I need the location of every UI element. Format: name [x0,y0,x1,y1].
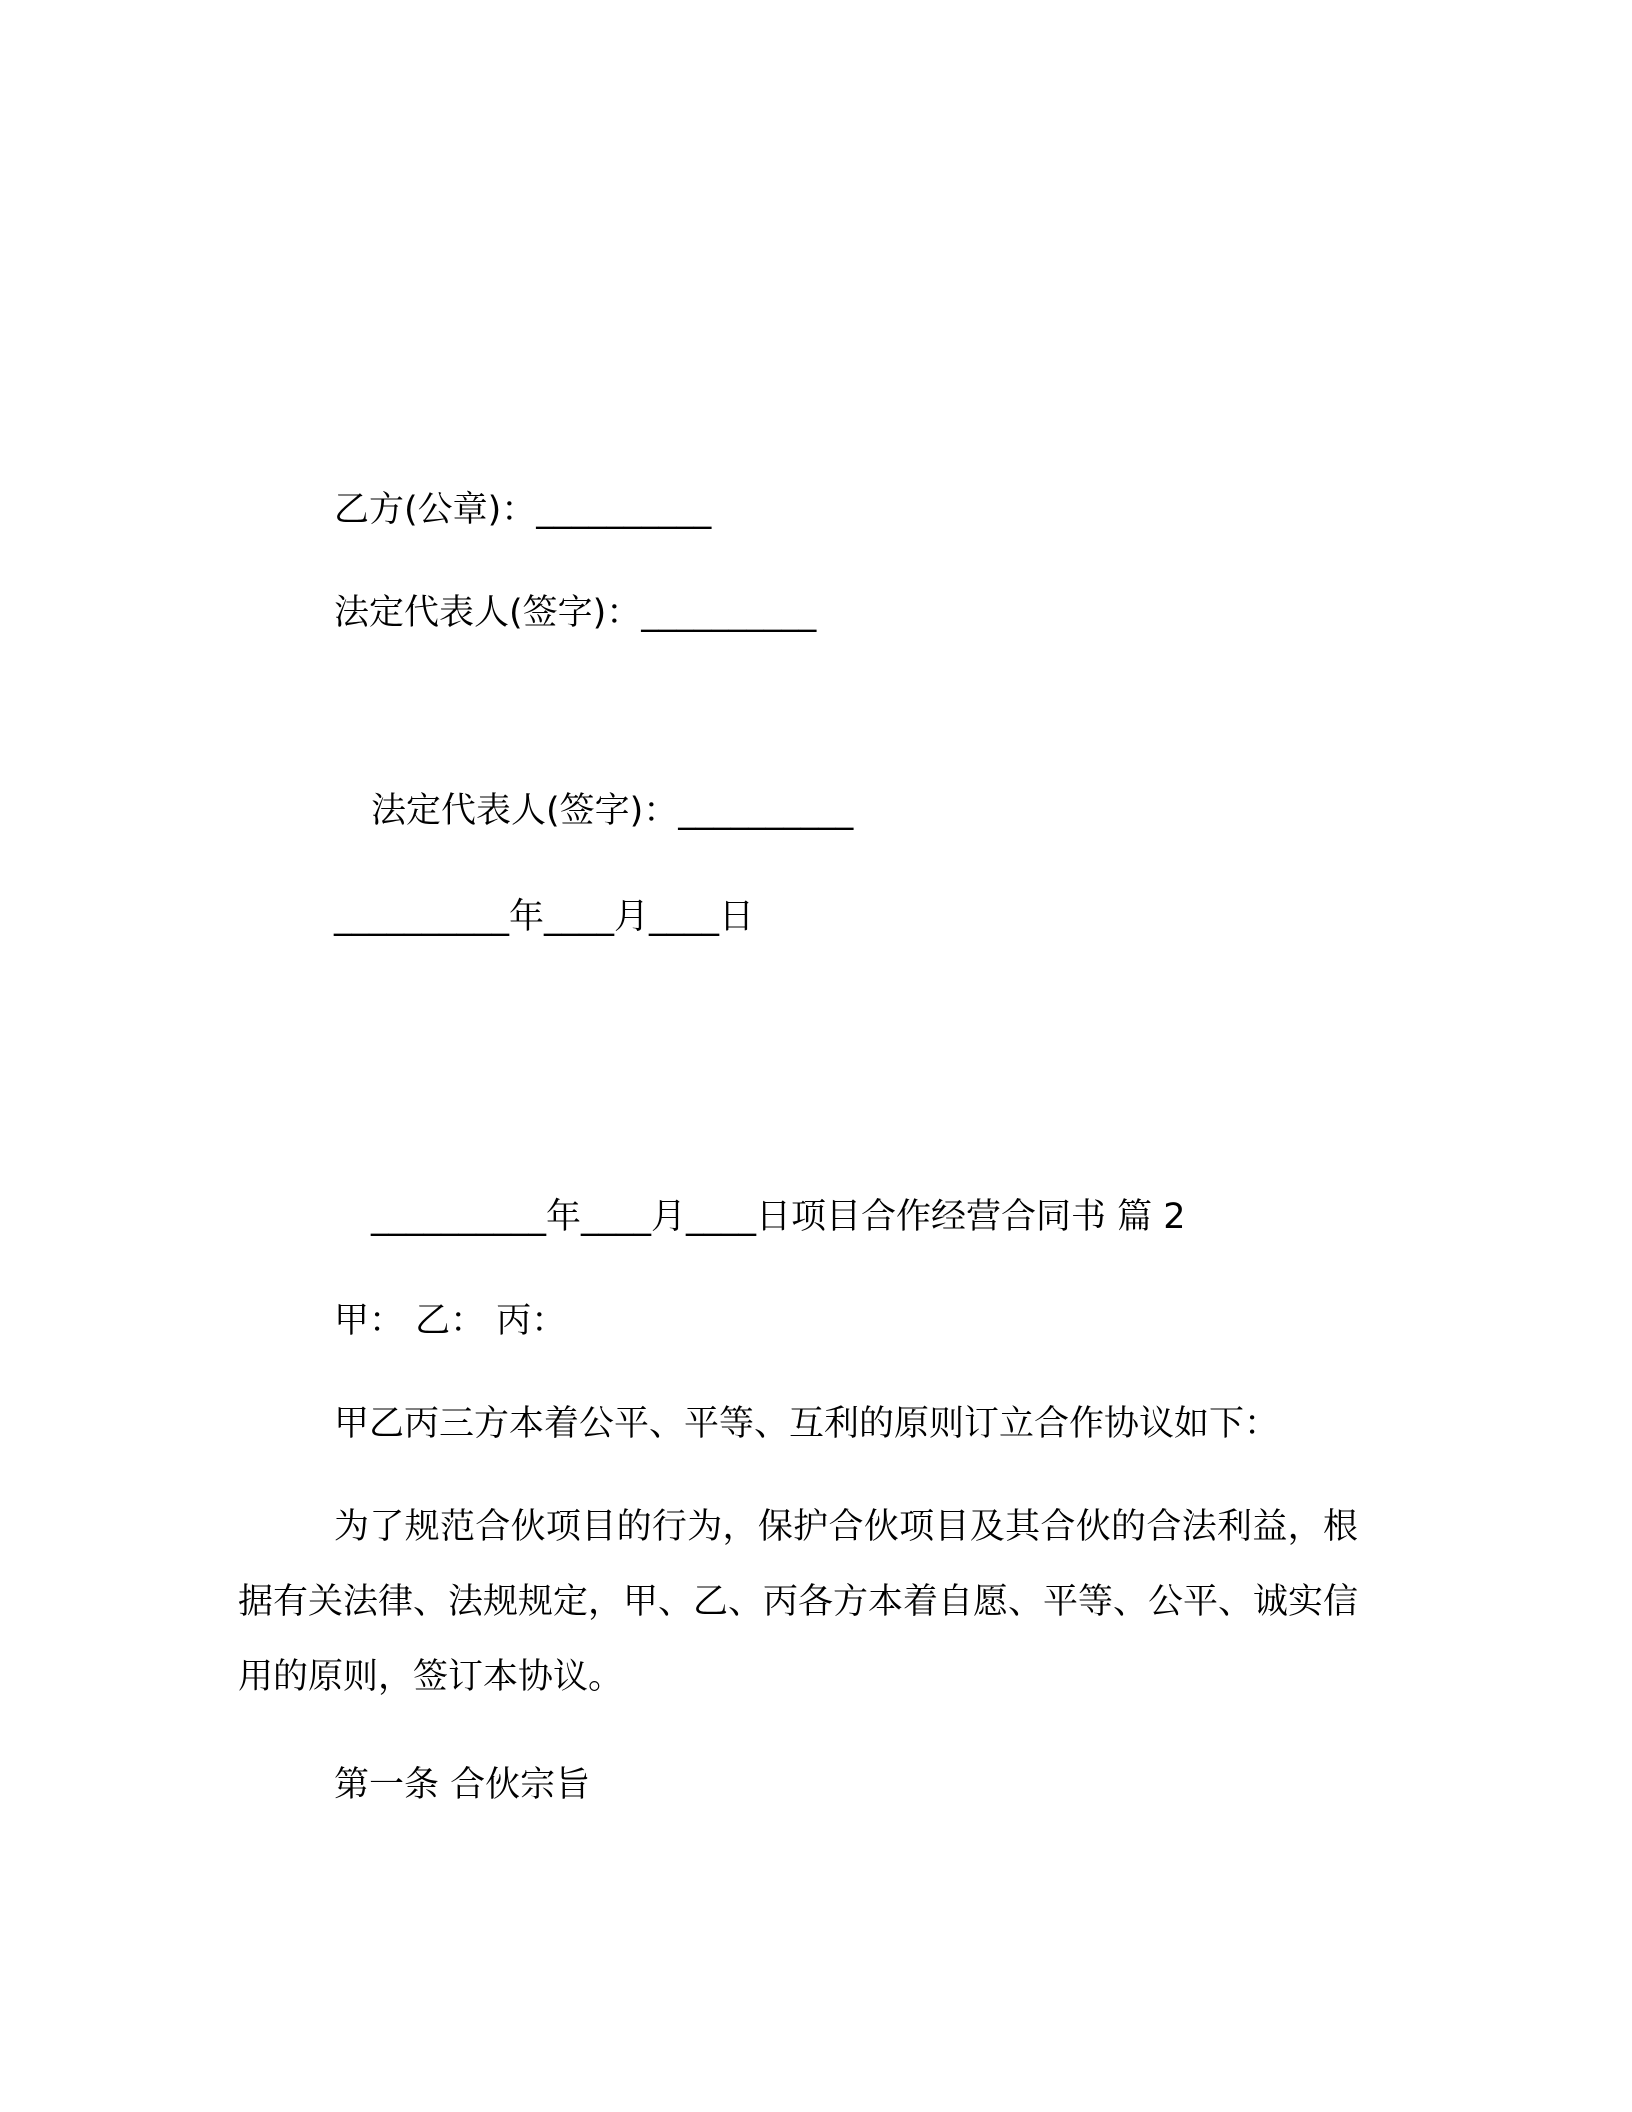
legal-representative-signature-line: 法定代表人(签字)：__________ [334,593,817,633]
legal-representative-signature-line-2: 法定代表人(签字)：__________ [371,791,854,831]
article-1-heading: 第一条 合伙宗旨 [334,1765,591,1805]
parties-line: 甲： 乙： 丙： [334,1301,567,1341]
party-b-seal-line: 乙方(公章)：__________ [334,490,712,530]
purpose-paragraph: 为了规范合伙项目的行为，保护合伙项目及其合伙的合法利益，根据有关法律、法规规定，甲、乙、丙各方本着自愿、平等、公平、诚实信用的原则，签订本协议。 [238,1507,1359,1697]
contract-title: __________年____月____日项目合作经营合同书 篇 2 [371,1197,1186,1237]
agreement-intro: 甲乙丙三方本着公平、平等、互利的原则订立合作协议如下： [334,1404,1280,1444]
signing-date-line: __________年____月____日 [334,897,755,937]
